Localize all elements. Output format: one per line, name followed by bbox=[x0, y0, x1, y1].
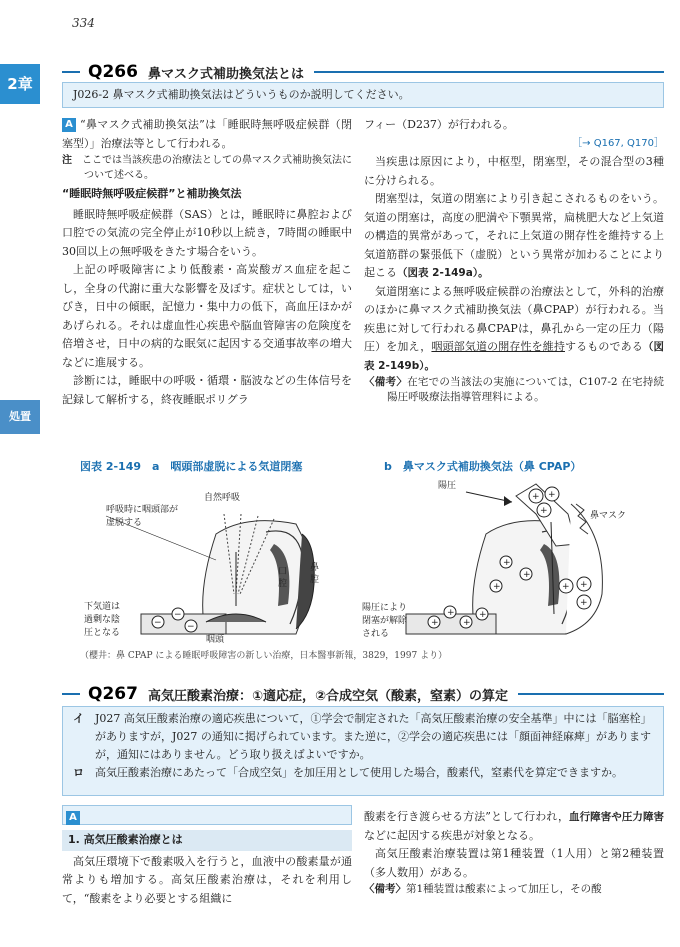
cross-reference-link[interactable]: ［→ Q167, Q170］ bbox=[572, 137, 664, 149]
q266-cpap: 気道閉塞による無呼吸症候群の治療法として，外科的治療のほかに鼻マスク式補助換気法（鼻CPAP）が行われる。当疾患に対して行われる鼻CPAPは，鼻孔から一定の圧力（陽圧）を加え，咽頭部気道の開存性を維持するものである（図表 2-149b）。 bbox=[364, 284, 665, 372]
q267-left-column bbox=[62, 830, 352, 908]
label-nose-2: 腔 bbox=[310, 575, 320, 585]
label-lower-airway-2: 過剰な陰 bbox=[84, 615, 121, 625]
svg-text:+: + bbox=[548, 490, 556, 500]
label-release-3: される bbox=[362, 629, 390, 639]
svg-text:+: + bbox=[532, 492, 540, 502]
section-tab[interactable]: 処置 bbox=[0, 400, 40, 434]
q267-number: Q267 bbox=[88, 684, 138, 704]
q266-types: 当疾患は原因により，中枢型，閉塞型，その混合型の3種に分けられる。 bbox=[364, 155, 664, 187]
q267-answer-badge: A bbox=[66, 811, 80, 825]
label-release-2: 閉塞が解除 bbox=[362, 616, 408, 626]
q267-right-column bbox=[364, 808, 664, 897]
svg-text:+: + bbox=[540, 506, 548, 516]
q266-right-column bbox=[364, 116, 664, 405]
q267-answer-bar bbox=[62, 805, 352, 825]
q267-paragraph-intro: 高気圧環境下で酸素吸入を行うと，血液中の酸素量が通常よりも増加する。高気圧酸素治療は，それを利用して，“酸素をより必要とする組織に bbox=[62, 854, 352, 905]
svg-text:+: + bbox=[562, 582, 570, 592]
svg-text:−: − bbox=[187, 622, 195, 632]
q267-question-ro: ロ 高気圧酸素治療にあたって「合成空気」を加圧用として使用した場合，酸素代，窒素代を算定できますか。 bbox=[73, 766, 623, 779]
q267-title: 高気圧酸素治療：①適応症，②合成空気（酸素，窒素）の算定 bbox=[147, 688, 508, 704]
q267-question-i: イ J027 高気圧酸素治療の適応疾患について，①学会で制定された「高気圧酸素治療の安全基準」中には「脳塞栓」がありますが，J027 の通知に掲げられています。また逆に，②学会の適応疾患には「顔面神経麻痺」がありますが，通知にはありません。どう取り扱えばよいですか。 bbox=[73, 712, 652, 761]
q266-paragraph-diagnosis: 診断には，睡眠中の呼吸・循環・脳波などの生体信号を記録して解析する，終夜睡眠ポリグラ bbox=[62, 374, 352, 406]
svg-text:−: − bbox=[154, 618, 162, 628]
q267-header bbox=[62, 684, 664, 704]
label-release-1: 陽圧により bbox=[362, 603, 408, 613]
figure-source: （櫻井：鼻 CPAP による睡眠呼吸障害の新しい治療，日本醫事新報，3829，1997 より） bbox=[80, 651, 448, 661]
panel-b-illustration bbox=[406, 484, 602, 634]
label-mouth-1: 口 bbox=[278, 567, 288, 577]
svg-text:+: + bbox=[493, 582, 501, 592]
q266-subheading: “睡眠時無呼吸症候群”と補助換気法 bbox=[62, 187, 242, 200]
chapter-tab[interactable]: 2章 bbox=[0, 64, 40, 104]
label-nasal-mask: 鼻マスク bbox=[590, 511, 627, 521]
svg-text:+: + bbox=[503, 558, 511, 568]
svg-text:+: + bbox=[431, 618, 439, 628]
label-pharynx: 咽頭 bbox=[206, 635, 225, 645]
airway-figure bbox=[66, 474, 666, 646]
svg-text:+: + bbox=[523, 570, 531, 580]
svg-text:+: + bbox=[479, 610, 487, 620]
label-natural-breathing: 自然呼吸 bbox=[204, 493, 241, 503]
q266-paragraph-sas: 睡眠時無呼吸症候群（SAS）とは，睡眠時に鼻腔および口腔での気流の完全停止が10秒以上続き，7時間の睡眠中30回以上の無呼吸をきたす場合をいう。 bbox=[62, 207, 352, 258]
label-collapse-line2: 虚脱する bbox=[106, 518, 143, 528]
q266-left-column bbox=[62, 116, 352, 409]
q267-question-box bbox=[62, 706, 664, 796]
q267-paragraph-devices: 高気圧酸素治療装置は第1種装置（1人用）と第2種装置（多人数用）がある。 bbox=[364, 847, 664, 879]
q266-remark: 〈備考〉在宅での当該法の実施については，C107-2 在宅持続陽圧呼吸療法指導管理料による。 bbox=[364, 376, 664, 403]
q266-psg: フィー（D237）が行われる。 bbox=[364, 118, 514, 131]
answer-badge: A bbox=[62, 118, 76, 132]
q266-paragraph-symptoms: 上記の呼吸障害により低酸素・高炭酸ガス血症を起こし，全身の代謝に重大な影響を及ぼす。症状としては，いびき，日中の傾眠，記憶力・集中力の低下，高血圧ほかがあげられる。それは虚血性心疾患や脳血管障害の危険度を倍増させ，日中の病的な眠気に起因する交通事故率の増大などに進展する。 bbox=[62, 263, 352, 369]
page-number: 334 bbox=[72, 16, 95, 30]
label-nose-1: 鼻 bbox=[310, 563, 320, 573]
svg-text:+: + bbox=[580, 598, 588, 608]
figure-caption-a: 図表 2-149 a 咽頭部虚脱による気道閉塞 bbox=[80, 460, 303, 473]
svg-text:−: − bbox=[174, 610, 182, 620]
q267-remark: 〈備考〉第1種装置は酸素によって加圧し，その酸 bbox=[364, 883, 602, 895]
label-lower-airway-1: 下気道は bbox=[84, 602, 121, 612]
q266-obstructive: 閉塞型は，気道の閉塞により引き起こされるものをいう。気道の閉塞は，高度の肥満や下顎異常，扁桃肥大など上気道の構造的異常があって，それに上気道の開存性を維持する上気道筋群の緊張低下（虚脱）という異常が加わることにより起こる（図表 2-149a）。 bbox=[364, 192, 664, 279]
q266-note: 注 ここでは当該疾患の治療法としての鼻マスク式補助換気法について述べる。 bbox=[62, 155, 352, 181]
q266-header bbox=[62, 62, 664, 82]
q266-intro: “鼻マスク式補助換気法”は「睡眠時無呼吸症候群（閉塞型）」治療法等として行われる。 bbox=[62, 118, 352, 150]
figure-caption-b: b 鼻マスク式補助換気法（鼻 CPAP） bbox=[384, 460, 582, 473]
svg-text:+: + bbox=[463, 618, 471, 628]
q267-section-heading: 1. 高気圧酸素治療とは bbox=[62, 830, 352, 851]
svg-text:+: + bbox=[447, 608, 455, 618]
q266-title: 鼻マスク式補助換気法とは bbox=[147, 66, 304, 82]
q266-number: Q266 bbox=[88, 62, 138, 82]
label-mouth-2: 腔 bbox=[278, 579, 288, 589]
label-lower-airway-3: 圧となる bbox=[84, 628, 121, 638]
q267-paragraph-cont: 酸素を行き渡らせる方法”として行われ，血行障害や圧力障害などに起因する疾患が対象となる。 bbox=[364, 810, 665, 842]
q266-question: J026-2 鼻マスク式補助換気法はどういうものか説明してください。 bbox=[73, 88, 410, 101]
label-collapse-line1: 呼吸時に咽頭部が bbox=[106, 505, 179, 515]
label-positive-pressure: 陽圧 bbox=[438, 481, 457, 491]
svg-text:+: + bbox=[580, 580, 588, 590]
q266-question-box bbox=[62, 82, 664, 108]
